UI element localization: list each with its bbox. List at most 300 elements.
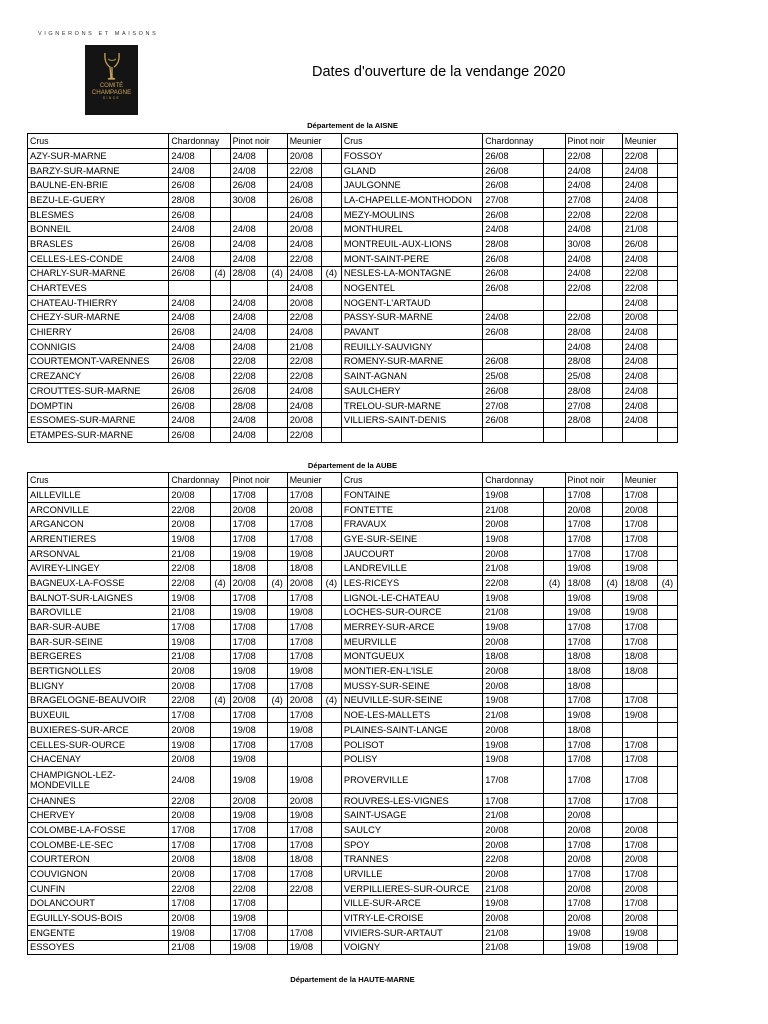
chardonnay-note [544, 911, 565, 926]
chardonnay-note [210, 940, 230, 955]
pinot-noir-date: 24/08 [230, 163, 267, 178]
chardonnay-note [544, 867, 565, 882]
meunier-date: 19/08 [622, 605, 657, 620]
pinot-noir-note [267, 502, 287, 517]
pinot-noir-note [267, 325, 287, 340]
chardonnay-note [210, 149, 230, 164]
table-row [28, 940, 678, 955]
chardonnay-note [544, 605, 565, 620]
column-header: Meunier [622, 473, 677, 488]
meunier-note [321, 237, 341, 252]
cru-name: ENGENTE [28, 925, 169, 940]
chardonnay-date: 24/08 [169, 767, 210, 794]
pinot-noir-date: 24/08 [230, 222, 267, 237]
chardonnay-date: 19/08 [483, 532, 544, 547]
chardonnay-date: 26/08 [483, 266, 544, 281]
pinot-noir-date: 17/08 [230, 823, 267, 838]
chardonnay-date: 19/08 [169, 634, 210, 649]
pinot-noir-date: 17/08 [230, 634, 267, 649]
pinot-noir-date: 19/08 [230, 911, 267, 926]
chardonnay-note [544, 808, 565, 823]
pinot-noir-note [267, 940, 287, 955]
chardonnay-note [210, 590, 230, 605]
meunier-note [657, 517, 677, 532]
meunier-date: 20/08 [287, 502, 321, 517]
meunier-note [321, 517, 341, 532]
meunier-note [657, 678, 677, 693]
meunier-date: 26/08 [622, 237, 657, 252]
cru-name: POLISOT [341, 737, 482, 752]
meunier-note [321, 620, 341, 635]
pinot-noir-date: 18/08 [565, 723, 602, 738]
chardonnay-note [210, 517, 230, 532]
chardonnay-date: 21/08 [169, 940, 210, 955]
pinot-noir-date: 19/08 [230, 546, 267, 561]
pinot-noir-note [602, 178, 622, 193]
aube-table [27, 472, 678, 955]
pinot-noir-date: 19/08 [230, 723, 267, 738]
chardonnay-note [544, 251, 565, 266]
meunier-date: 26/08 [287, 193, 321, 208]
pinot-noir-date: 28/08 [565, 413, 602, 428]
pinot-noir-date: 17/08 [230, 620, 267, 635]
meunier-date: 17/08 [622, 867, 657, 882]
pinot-noir-note [602, 925, 622, 940]
chardonnay-date: 19/08 [483, 896, 544, 911]
pinot-noir-note [602, 678, 622, 693]
chardonnay-date: 26/08 [169, 398, 210, 413]
chardonnay-note [544, 207, 565, 222]
pinot-noir-note [267, 767, 287, 794]
meunier-note [321, 428, 341, 443]
cru-name: AVIREY-LINGEY [28, 561, 169, 576]
cru-name: GLAND [341, 163, 482, 178]
pinot-noir-date: 17/08 [565, 793, 602, 808]
pinot-noir-date: 22/08 [565, 310, 602, 325]
chardonnay-date: 20/08 [169, 911, 210, 926]
chardonnay-date: 26/08 [483, 178, 544, 193]
table-row [28, 634, 678, 649]
cru-name: AZY-SUR-MARNE [28, 149, 169, 164]
table-row [28, 384, 678, 399]
meunier-note [657, 310, 677, 325]
meunier-date: 17/08 [622, 793, 657, 808]
aisne-table [27, 133, 678, 443]
pinot-noir-date: 17/08 [565, 896, 602, 911]
cru-name: PAVANT [341, 325, 482, 340]
pinot-noir-note [267, 649, 287, 664]
meunier-date: 24/08 [287, 384, 321, 399]
chardonnay-note [210, 678, 230, 693]
cru-name: BAROVILLE [28, 605, 169, 620]
chardonnay-date: 21/08 [483, 940, 544, 955]
pinot-noir-note [267, 237, 287, 252]
meunier-date: 20/08 [287, 295, 321, 310]
pinot-noir-date: 17/08 [230, 678, 267, 693]
cru-name: NESLES-LA-MONTAGNE [341, 266, 482, 281]
cru-name: LOCHES-SUR-OURCE [341, 605, 482, 620]
chardonnay-note [544, 767, 565, 794]
meunier-note [657, 881, 677, 896]
chardonnay-date: 26/08 [169, 369, 210, 384]
meunier-date: 17/08 [622, 546, 657, 561]
meunier-note [321, 384, 341, 399]
chardonnay-note [544, 295, 565, 310]
pinot-noir-date: 24/08 [230, 413, 267, 428]
chardonnay-note [544, 896, 565, 911]
meunier-date: 19/08 [287, 605, 321, 620]
pinot-noir-note [602, 634, 622, 649]
pinot-noir-note [267, 354, 287, 369]
meunier-note [657, 605, 677, 620]
chardonnay-date [483, 339, 544, 354]
meunier-date: 20/08 [622, 881, 657, 896]
cru-name: CREZANCY [28, 369, 169, 384]
pinot-noir-note [267, 369, 287, 384]
pinot-noir-note [267, 708, 287, 723]
pinot-noir-note [602, 837, 622, 852]
cru-name: MEURVILLE [341, 634, 482, 649]
chardonnay-note [544, 693, 565, 708]
column-header: Pinot noir [565, 134, 622, 149]
column-header: Pinot noir [230, 473, 287, 488]
pinot-noir-note [602, 896, 622, 911]
pinot-noir-note [602, 852, 622, 867]
table-row [28, 222, 678, 237]
pinot-noir-note [602, 251, 622, 266]
table-row [28, 149, 678, 164]
pinot-noir-date: 17/08 [230, 488, 267, 503]
column-header: Crus [341, 134, 482, 149]
cru-name: CHIERRY [28, 325, 169, 340]
table-row [28, 532, 678, 547]
cru-name: COLOMBE-LE-SEC [28, 837, 169, 852]
meunier-date [287, 896, 321, 911]
meunier-date: 24/08 [622, 369, 657, 384]
cru-name: SPOY [341, 837, 482, 852]
cru-name: BLIGNY [28, 678, 169, 693]
chardonnay-date: 21/08 [483, 502, 544, 517]
chardonnay-date: 20/08 [483, 867, 544, 882]
cru-name: JAUCOURT [341, 546, 482, 561]
chardonnay-note [544, 488, 565, 503]
pinot-noir-note [602, 605, 622, 620]
chardonnay-date [169, 281, 210, 296]
pinot-noir-date: 20/08 [230, 693, 267, 708]
chardonnay-note [210, 808, 230, 823]
meunier-note: (4) [657, 576, 677, 591]
pinot-noir-date: 18/08 [565, 664, 602, 679]
chardonnay-date: 17/08 [483, 767, 544, 794]
chardonnay-note: (4) [210, 266, 230, 281]
chardonnay-note [210, 852, 230, 867]
meunier-note [321, 488, 341, 503]
logo-text-since: SINCE [102, 96, 121, 100]
chardonnay-note [210, 911, 230, 926]
meunier-note [321, 793, 341, 808]
meunier-note [321, 339, 341, 354]
cru-name: MEZY-MOULINS [341, 207, 482, 222]
pinot-noir-note [267, 428, 287, 443]
chardonnay-date: 19/08 [169, 532, 210, 547]
chardonnay-date: 19/08 [483, 737, 544, 752]
dept-title-aube: Département de la AUBE [307, 461, 398, 470]
chardonnay-date: 21/08 [483, 605, 544, 620]
chardonnay-note [210, 532, 230, 547]
cru-name: CUNFIN [28, 881, 169, 896]
pinot-noir-date: 17/08 [230, 867, 267, 882]
cru-name: VIVIERS-SUR-ARTAUT [341, 925, 482, 940]
chardonnay-date: 17/08 [169, 823, 210, 838]
meunier-date: 24/08 [287, 281, 321, 296]
cru-name: COLOMBE-LA-FOSSE [28, 823, 169, 838]
cru-name: BAR-SUR-AUBE [28, 620, 169, 635]
meunier-date: 22/08 [622, 281, 657, 296]
table-header-row [28, 473, 678, 488]
chardonnay-note [544, 281, 565, 296]
chardonnay-note [210, 428, 230, 443]
chardonnay-date: 20/08 [483, 723, 544, 738]
pinot-noir-note [602, 163, 622, 178]
chardonnay-note [544, 852, 565, 867]
pinot-noir-note [602, 693, 622, 708]
cru-name: COUVIGNON [28, 867, 169, 882]
meunier-date: 24/08 [622, 193, 657, 208]
meunier-note [657, 354, 677, 369]
meunier-note: (4) [321, 693, 341, 708]
pinot-noir-date: 19/08 [565, 605, 602, 620]
pinot-noir-date [230, 281, 267, 296]
pinot-noir-note [267, 867, 287, 882]
pinot-noir-date: 22/08 [565, 207, 602, 222]
cru-name: BUXIERES-SUR-ARCE [28, 723, 169, 738]
chardonnay-note [210, 793, 230, 808]
table-row [28, 605, 678, 620]
cru-name: CHACENAY [28, 752, 169, 767]
pinot-noir-date: 17/08 [565, 488, 602, 503]
meunier-note [321, 837, 341, 852]
pinot-noir-note [602, 664, 622, 679]
meunier-note [657, 413, 677, 428]
chardonnay-note [544, 517, 565, 532]
cru-name: VILLIERS-SAINT-DENIS [341, 413, 482, 428]
cru-name: PROVERVILLE [341, 767, 482, 794]
chardonnay-date: 20/08 [169, 488, 210, 503]
pinot-noir-note [267, 193, 287, 208]
meunier-note [657, 266, 677, 281]
meunier-date: 18/08 [287, 561, 321, 576]
cru-name: ESSOYES [28, 940, 169, 955]
meunier-note [321, 940, 341, 955]
meunier-note [657, 163, 677, 178]
chardonnay-note [210, 664, 230, 679]
chardonnay-note [210, 354, 230, 369]
chardonnay-date: 26/08 [483, 149, 544, 164]
meunier-date: 17/08 [287, 590, 321, 605]
pinot-noir-date: 30/08 [565, 237, 602, 252]
chardonnay-note [210, 823, 230, 838]
pinot-noir-date: 20/08 [565, 881, 602, 896]
cru-name: CHAMPIGNOL-LEZ-MONDEVILLE [28, 767, 169, 794]
chardonnay-date: 20/08 [483, 664, 544, 679]
meunier-date: 20/08 [287, 222, 321, 237]
meunier-note [321, 752, 341, 767]
chardonnay-note [210, 251, 230, 266]
chardonnay-note [210, 193, 230, 208]
meunier-note [657, 193, 677, 208]
meunier-date: 17/08 [622, 517, 657, 532]
cru-name: ARSONVAL [28, 546, 169, 561]
meunier-date: 19/08 [287, 546, 321, 561]
table-row [28, 925, 678, 940]
chardonnay-date: 26/08 [169, 266, 210, 281]
meunier-date [287, 911, 321, 926]
pinot-noir-date: 20/08 [230, 502, 267, 517]
pinot-noir-note [267, 823, 287, 838]
table-row [28, 517, 678, 532]
pinot-noir-note [267, 590, 287, 605]
pinot-noir-date: 24/08 [565, 222, 602, 237]
meunier-note [321, 708, 341, 723]
pinot-noir-note [602, 708, 622, 723]
pinot-noir-note: (4) [267, 693, 287, 708]
pinot-noir-note: (4) [267, 576, 287, 591]
chardonnay-date: 26/08 [169, 237, 210, 252]
cru-name: MONT-SAINT-PERE [341, 251, 482, 266]
meunier-note [657, 837, 677, 852]
table-row [28, 752, 678, 767]
chardonnay-date: 26/08 [483, 384, 544, 399]
pinot-noir-date: 18/08 [565, 678, 602, 693]
meunier-date: 19/08 [287, 808, 321, 823]
pinot-noir-note [602, 940, 622, 955]
chardonnay-date: 22/08 [169, 502, 210, 517]
chardonnay-date: 20/08 [483, 517, 544, 532]
pinot-noir-date: 17/08 [565, 867, 602, 882]
cru-name: FONTAINE [341, 488, 482, 503]
chardonnay-note [210, 369, 230, 384]
pinot-noir-note [267, 664, 287, 679]
meunier-note [657, 925, 677, 940]
pinot-noir-note [267, 723, 287, 738]
pinot-noir-note [602, 384, 622, 399]
meunier-note [657, 222, 677, 237]
table-row [28, 310, 678, 325]
pinot-noir-date: 24/08 [230, 149, 267, 164]
table-row [28, 881, 678, 896]
meunier-note [321, 281, 341, 296]
pinot-noir-note [267, 163, 287, 178]
meunier-date: 21/08 [622, 222, 657, 237]
pinot-noir-date: 24/08 [565, 251, 602, 266]
pinot-noir-date: 24/08 [565, 163, 602, 178]
pinot-noir-date: 17/08 [565, 737, 602, 752]
meunier-date: 20/08 [287, 413, 321, 428]
chardonnay-note [210, 620, 230, 635]
pinot-noir-note [602, 222, 622, 237]
pinot-noir-note [267, 339, 287, 354]
cru-name: PASSY-SUR-MARNE [341, 310, 482, 325]
cru-name: NOGENTEL [341, 281, 482, 296]
table-row [28, 590, 678, 605]
chardonnay-date: 17/08 [169, 708, 210, 723]
cru-name: NOE-LES-MALLETS [341, 708, 482, 723]
table-row [28, 428, 678, 443]
pinot-noir-note [602, 561, 622, 576]
meunier-date: 17/08 [287, 737, 321, 752]
chardonnay-date: 26/08 [169, 325, 210, 340]
chardonnay-note: (4) [210, 576, 230, 591]
cru-name: VOIGNY [341, 940, 482, 955]
meunier-note [657, 237, 677, 252]
meunier-note [657, 384, 677, 399]
pinot-noir-date: 19/08 [230, 605, 267, 620]
pinot-noir-date: 17/08 [565, 752, 602, 767]
table-row [28, 502, 678, 517]
chardonnay-date: 26/08 [483, 354, 544, 369]
chardonnay-date: 26/08 [483, 413, 544, 428]
pinot-noir-date: 17/08 [565, 837, 602, 852]
meunier-date: 19/08 [622, 925, 657, 940]
chardonnay-date [483, 428, 544, 443]
cru-name: CELLES-SUR-OURCE [28, 737, 169, 752]
meunier-date: 24/08 [287, 266, 321, 281]
meunier-date: 22/08 [287, 310, 321, 325]
chardonnay-date: 19/08 [169, 925, 210, 940]
pinot-noir-date: 22/08 [565, 149, 602, 164]
meunier-date: 20/08 [622, 310, 657, 325]
meunier-note [657, 281, 677, 296]
pinot-noir-note [267, 413, 287, 428]
chardonnay-date: 20/08 [169, 664, 210, 679]
table-header-row [28, 134, 678, 149]
chardonnay-date: 26/08 [483, 251, 544, 266]
chardonnay-date: 21/08 [483, 708, 544, 723]
pinot-noir-note: (4) [267, 266, 287, 281]
pinot-noir-note [602, 620, 622, 635]
chardonnay-date: 20/08 [169, 678, 210, 693]
meunier-date [622, 428, 657, 443]
meunier-date: 18/08 [622, 649, 657, 664]
pinot-noir-date: 24/08 [230, 295, 267, 310]
meunier-note [657, 793, 677, 808]
pinot-noir-date: 24/08 [230, 310, 267, 325]
meunier-date: 22/08 [287, 428, 321, 443]
chardonnay-date [483, 295, 544, 310]
meunier-note [321, 310, 341, 325]
pinot-noir-date: 20/08 [565, 852, 602, 867]
pinot-noir-note [602, 767, 622, 794]
table-row [28, 488, 678, 503]
cru-name: ARGANCON [28, 517, 169, 532]
chardonnay-note [210, 281, 230, 296]
cru-name: SAULCY [341, 823, 482, 838]
cru-name: SAULCHERY [341, 384, 482, 399]
table-row [28, 237, 678, 252]
meunier-date: 22/08 [287, 251, 321, 266]
pinot-noir-note [602, 808, 622, 823]
chardonnay-note [544, 413, 565, 428]
pinot-noir-note: (4) [602, 576, 622, 591]
pinot-noir-date: 19/08 [230, 767, 267, 794]
meunier-date: 17/08 [287, 620, 321, 635]
meunier-date: 24/08 [622, 384, 657, 399]
chardonnay-note [210, 207, 230, 222]
table-row [28, 837, 678, 852]
chardonnay-date: 20/08 [483, 634, 544, 649]
pinot-noir-date [230, 207, 267, 222]
pinot-noir-note [267, 222, 287, 237]
